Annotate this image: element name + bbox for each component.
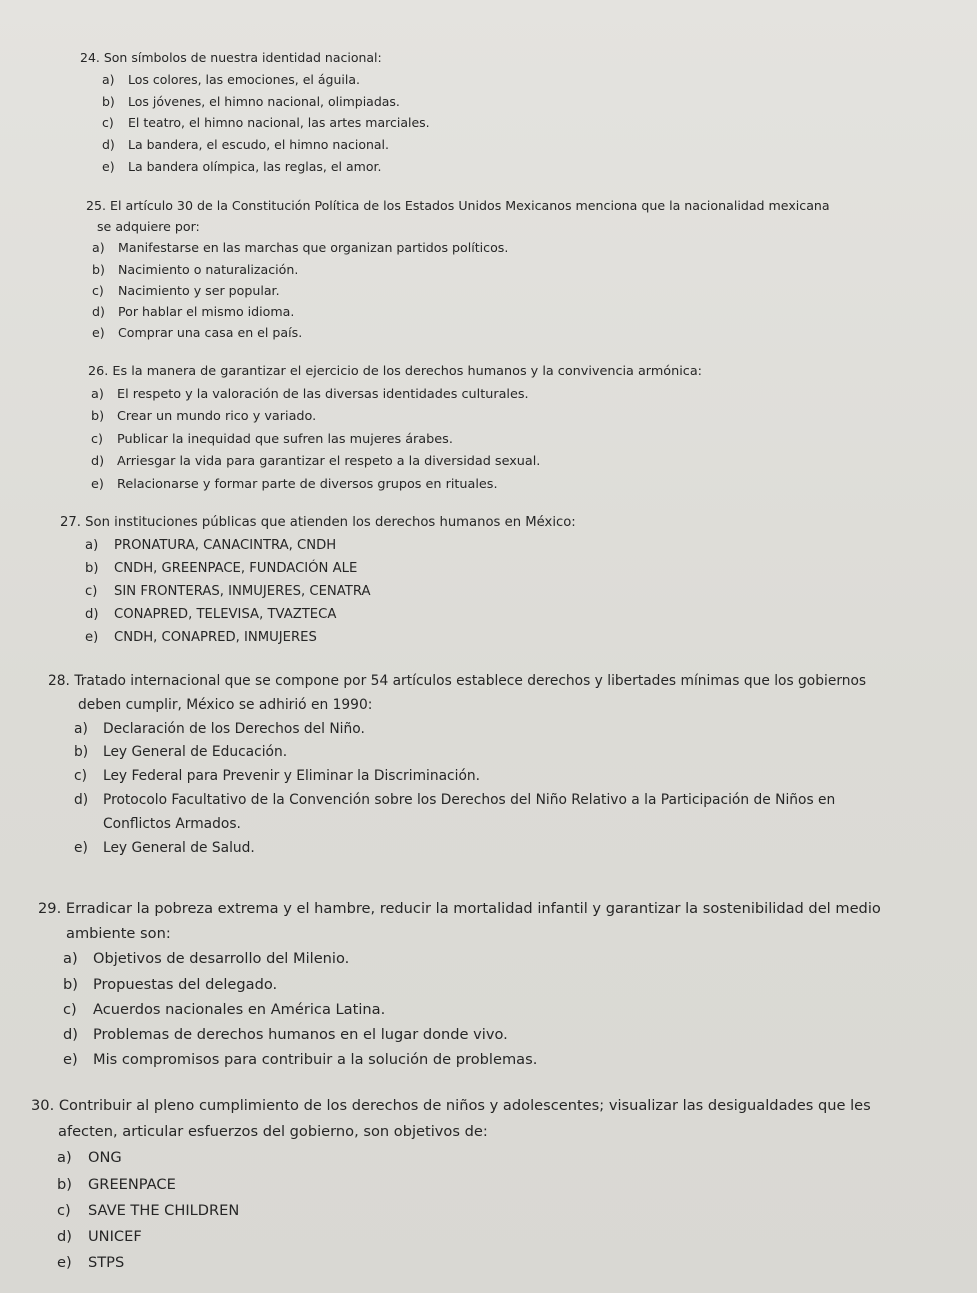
option-text: El respeto y la valoración de las diversas identidades culturales. [117, 386, 529, 402]
question-24-options [80, 69, 430, 178]
option-text: Arriesgar la vida para garantizar el respeto a la diversidad sexual. [117, 454, 541, 470]
option-letter: a) [92, 240, 105, 256]
question-30 [31, 1093, 871, 1276]
question-28-option-c[interactable] [74, 765, 866, 789]
option-text: Ley General de Educación. [103, 744, 288, 761]
question-29-stem-continued: ambiente son: [66, 925, 171, 943]
option-letter: d) [74, 791, 89, 808]
question-29-option-d[interactable] [63, 1022, 881, 1047]
option-letter: b) [91, 409, 105, 425]
option-text: STPS [88, 1254, 125, 1272]
question-29-option-a[interactable] [63, 946, 881, 971]
option-text: PRONATURA, CANACINTRA, CNDH [114, 538, 337, 553]
option-letter: c) [57, 1201, 71, 1219]
question-28-option-d[interactable] [74, 789, 866, 837]
option-text: SIN FRONTERAS, INMUJERES, CENATRA [114, 584, 371, 599]
option-letter: b) [74, 744, 89, 761]
question-28-options [48, 718, 866, 861]
question-28 [48, 670, 866, 860]
option-text: UNICEF [88, 1228, 142, 1246]
question-30-stem-continued: afecten, articular esfuerzos del gobierno, son objetivos de: [58, 1123, 488, 1141]
option-text: CNDH, GREENPACE, FUNDACIÓN ALE [114, 561, 358, 576]
question-24-option-e[interactable] [102, 156, 430, 178]
option-letter: a) [63, 950, 78, 968]
option-letter: e) [102, 158, 115, 174]
question-26-option-e[interactable] [91, 474, 702, 497]
question-30-options [31, 1145, 871, 1276]
option-letter: c) [85, 584, 98, 599]
option-letter: c) [92, 282, 104, 298]
question-26 [88, 361, 702, 497]
question-25-option-c[interactable] [92, 280, 830, 301]
question-24-stem: 24. Son símbolos de nuestra identidad nacional: [80, 50, 382, 65]
option-text: La bandera, el escudo, el himno nacional. [128, 137, 390, 153]
question-30-option-d[interactable] [57, 1224, 871, 1250]
option-letter: e) [85, 630, 99, 645]
question-29-option-b[interactable] [63, 972, 881, 997]
option-text: El teatro, el himno nacional, las artes marciales. [128, 115, 430, 131]
question-25 [86, 195, 830, 343]
question-28-option-e[interactable] [74, 837, 866, 861]
question-24 [80, 47, 430, 178]
option-text: CNDH, CONAPRED, INMUJERES [114, 630, 317, 645]
option-text: La bandera olímpica, las reglas, el amor. [128, 158, 382, 174]
option-letter: a) [102, 71, 115, 87]
option-text: Comprar una casa en el país. [118, 325, 303, 341]
option-text: Acuerdos nacionales en América Latina. [93, 1000, 386, 1018]
option-letter: b) [102, 93, 115, 109]
option-text: Problemas de derechos humanos en el lugar donde vivo. [93, 1026, 508, 1044]
question-27-option-b[interactable] [85, 557, 576, 580]
question-24-option-c[interactable] [102, 112, 430, 134]
option-letter: a) [74, 720, 88, 737]
question-30-stem: 30. Contribuir al pleno cumplimiento de los derechos de niños y adolescentes; visualizar las desigualdades que les [31, 1097, 871, 1114]
question-30-option-e[interactable] [57, 1250, 871, 1276]
question-27-option-c[interactable] [85, 580, 576, 603]
question-26-option-d[interactable] [91, 451, 702, 474]
question-25-option-a[interactable] [92, 237, 830, 258]
question-24-option-d[interactable] [102, 134, 430, 156]
question-27 [60, 511, 576, 649]
option-text: Relacionarse y formar parte de diversos grupos en rituales. [117, 476, 498, 492]
option-text: Nacimiento y ser popular. [118, 282, 280, 298]
option-text: CONAPRED, TELEVISA, TVAZTECA [114, 607, 337, 622]
option-letter: e) [57, 1254, 72, 1272]
option-text: Publicar la inequidad que sufren las mujeres árabes. [117, 431, 453, 447]
option-text: Por hablar el mismo idioma. [118, 304, 295, 320]
question-25-options [86, 237, 830, 343]
question-27-stem: 27. Son instituciones públicas que atienden los derechos humanos en México: [60, 515, 576, 530]
option-letter: a) [57, 1149, 72, 1167]
option-letter: d) [85, 607, 99, 622]
option-letter: c) [63, 1000, 77, 1018]
question-26-option-c[interactable] [91, 429, 702, 452]
option-text: Los colores, las emociones, el águila. [128, 71, 360, 87]
question-27-option-d[interactable] [85, 603, 576, 626]
question-28-option-b[interactable] [74, 741, 866, 765]
option-letter: d) [57, 1228, 72, 1246]
option-letter: a) [91, 386, 104, 402]
option-letter: d) [102, 137, 115, 153]
option-text: Declaración de los Derechos del Niño. [103, 720, 365, 737]
question-25-option-b[interactable] [92, 259, 830, 280]
option-letter: e) [74, 839, 88, 856]
option-letter: a) [85, 538, 99, 553]
question-28-stem: 28. Tratado internacional que se compone por 54 artículos establece derechos y libertades mínimas que los gobiernos [48, 673, 867, 689]
option-letter: b) [92, 261, 105, 277]
option-text: Protocolo Facultativo de la Convención sobre los Derechos del Niño Relativo a la Participación de Niños en Conflictos Armados. [103, 791, 836, 832]
question-26-option-a[interactable] [91, 384, 702, 407]
option-text: Nacimiento o naturalización. [118, 261, 299, 277]
question-30-option-b[interactable] [57, 1172, 871, 1198]
option-letter: c) [74, 768, 87, 785]
question-29-option-e[interactable] [63, 1047, 881, 1072]
question-29-option-c[interactable] [63, 997, 881, 1022]
option-letter: e) [91, 476, 104, 492]
question-28-option-a[interactable] [74, 718, 866, 742]
option-letter: d) [63, 1026, 78, 1044]
option-text: Los jóvenes, el himno nacional, olimpiadas. [128, 93, 400, 109]
question-25-stem-continued: se adquiere por: [97, 219, 200, 235]
question-24-option-a[interactable] [102, 69, 430, 91]
option-letter: b) [63, 975, 78, 993]
question-29-stem: 29. Erradicar la pobreza extrema y el hambre, reducir la mortalidad infantil y garantizar la sostenibilidad del medio [38, 900, 881, 917]
option-letter: e) [63, 1051, 78, 1069]
question-29 [38, 896, 881, 1072]
question-29-options [38, 946, 881, 1072]
question-25-option-d[interactable] [92, 301, 830, 322]
option-text: ONG [88, 1149, 122, 1167]
question-27-option-e[interactable] [85, 626, 576, 649]
option-letter: c) [102, 115, 114, 131]
option-letter: b) [85, 561, 99, 576]
question-30-option-a[interactable] [57, 1145, 871, 1171]
option-letter: d) [92, 304, 105, 320]
option-text: Manifestarse en las marchas que organizan partidos políticos. [118, 240, 509, 256]
option-text: GREENPACE [88, 1175, 176, 1193]
option-text: Propuestas del delegado. [93, 975, 278, 993]
question-26-options [88, 384, 702, 497]
question-27-option-a[interactable] [85, 534, 576, 557]
option-text: Ley General de Salud. [103, 839, 255, 856]
question-26-stem: 26. Es la manera de garantizar el ejercicio de los derechos humanos y la convivencia armónica: [88, 364, 702, 379]
question-24-option-b[interactable] [102, 91, 430, 113]
question-27-options [60, 534, 576, 649]
question-28-stem-continued: deben cumplir, México se adhirió en 1990: [78, 696, 373, 713]
option-letter: d) [91, 454, 105, 470]
option-letter: e) [92, 325, 105, 341]
option-text: Mis compromisos para contribuir a la solución de problemas. [93, 1051, 538, 1069]
question-26-option-b[interactable] [91, 406, 702, 429]
option-text: SAVE THE CHILDREN [88, 1201, 240, 1219]
option-letter: b) [57, 1175, 72, 1193]
option-text: Ley Federal para Prevenir y Eliminar la Discriminación. [103, 768, 481, 785]
option-text: Objetivos de desarrollo del Milenio. [93, 950, 350, 968]
option-text: Crear un mundo rico y variado. [117, 409, 317, 425]
question-30-option-c[interactable] [57, 1198, 871, 1224]
question-25-option-e[interactable] [92, 322, 830, 343]
question-25-stem: 25. El artículo 30 de la Constitución Política de los Estados Unidos Mexicanos menciona que la nacionalidad mexicana [86, 198, 830, 213]
option-letter: c) [91, 431, 104, 447]
